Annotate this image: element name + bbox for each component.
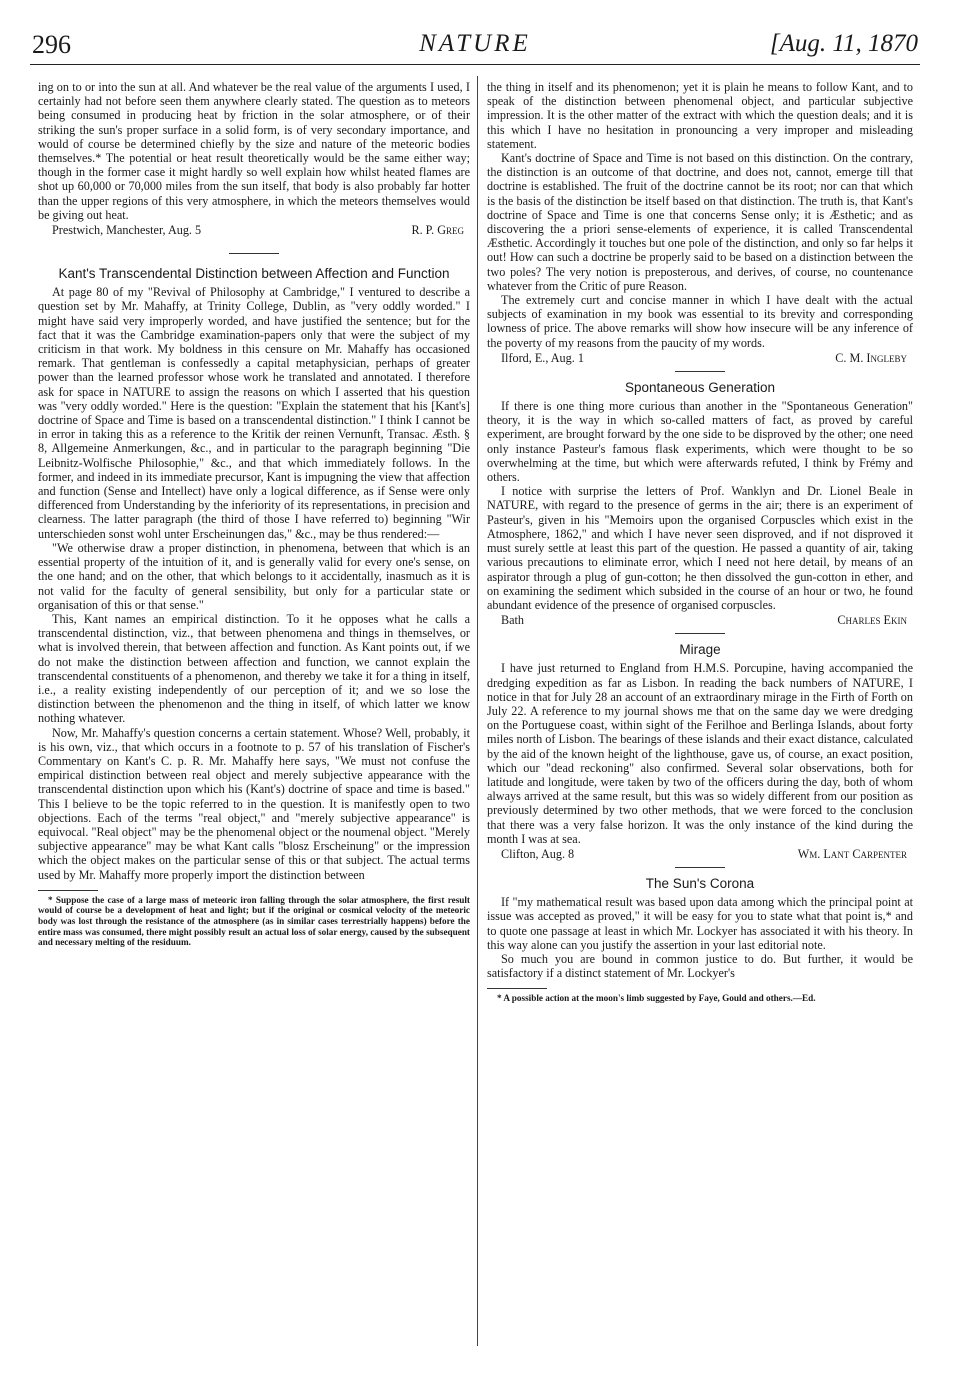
- kant-continued-paragraph-1: the thing in itself and its phenomenon; yet it is plain he means to follow Kant, and to speak of the distinction between phenomenal object, and particular subjective impression. It is the other matter of the extract with which the question deals; and it is this which I have no hesitation in pronouncing a very improper and misleading statement.: [487, 80, 913, 151]
- left-column: [38, 80, 470, 948]
- kant-paragraph-2: "We otherwise draw a proper distinction, in phenomena, between that which is an essential property of the intuition of it, and is generally valid for every one's sense, on the one hand; and on the other, that which belongs to it accidentally, inasmuch as it is not valid for the faculty of general sensibility, but only for a particular state or organisation of this or that sense.": [38, 540, 470, 612]
- spontaneous-paragraph-2: I notice with surprise the letters of Prof. Wanklyn and Dr. Lionel Beale in NATURE, with regard to the presence of germs in the air; there is an experiment of Pasteur's, given in his "Memoirs upon the organised Corpuscles which exist in the Atmosphere, 1862," and which I have never seen disproved, and if not disproved it must surely settle at least this part of the question. He passed a quantity of air, taking various precautions to eliminate error, which I need not here detail, by means of an aspirator through a plug of gun-cotton; he then dissolved the gun-cotton in ether, and on examining the sediment which subsided in the course of an hour or two, he found abundant evidence of the presence of organised corpuscles.: [487, 484, 913, 612]
- page-header: [30, 30, 920, 65]
- mirage-paragraph: I have just returned to England from H.M.S. Porcupine, having accompanied the dredging expedition as far as Lisbon. In reading the back numbers of NATURE, I notice in that for July 28 an account of an extraordinary mirage in the Firth of Forth on July 22. A reference to my journal shows me that on the same day we were dredging on the Portuguese coast, within sight of the Ferilhoe and Berlinga Islands, about forty miles north of Lisbon. The bearings of these islands and their exact distance, calculated by the aid of the known height of the lighthouse, gave us, of course, an exact position, which our "dead reckoning" also confirmed. Several solar observations, both for latitude and longitude, were taken by two of the officers during the day, both of whom always arrived at the same result, but this was so widely different from our position as previously determined by two other methods, that we were forced to the conclusion that there was a very false horizon. It was the only instance of the kind during the month I was at sea.: [487, 661, 913, 846]
- kant-heading: Kant's Transcendental Distinction between Affection and Function: [58, 266, 450, 282]
- greg-place: Prestwich, Manchester, Aug. 5: [52, 223, 202, 238]
- carpenter-signature-line: [487, 847, 913, 861]
- greg-signature-line: [38, 223, 470, 237]
- right-footnote: * A possible action at the moon's limb suggested by Faye, Gould and others.—Ed.: [497, 993, 816, 1004]
- carpenter-signature: Wm. Lant Carpenter: [797, 846, 907, 861]
- section-separator: [675, 371, 725, 372]
- kant-paragraph-3: This, Kant names an empirical distinction. To it he opposes what he calls a transcendental distinction, viz., that between phenomena and things in themselves, or what is involved therein, that between affection and function. As Kant points out, if we do not make the distinction between affection and function, we cannot explain the transcendental constituents of a phenomenon, and thereby we take it for a thing in itself, i.e., a reality existing independently of our perception of it; and we so lose the distinction between the phenomenon and the thing in itself, of which latter we know nothing whatever.: [38, 611, 470, 726]
- journal-title: NATURE: [419, 30, 531, 57]
- section-separator: [675, 633, 725, 634]
- section-separator: [675, 867, 725, 868]
- issue-date: [Aug. 11, 1870: [769, 30, 918, 57]
- kant-paragraph-1: At page 80 of my "Revival of Philosophy at Cambridge," I ventured to describe a question set by Mr. Mahaffy, at Trinity College, Dublin, as "very oddly worded." I might have said very improperly worded, and have justified the sentence; but for the fact that it was the Cambridge examination-papers only that were the subject of my criticism in that work. My boldness in this censure on Mr. Mahaffy has occasioned remark. That gentleman is confessedly a capital metaphysician, perhaps of greater power than the learned professor whose work he translated and annotated. I therefore ask for space in NATURE to assign the reasons on which I asserted that his question was "very oddly worded." Here is the question: "Explain the statement that his [Kant's] doctrine of Space and Time is based on a transcendental distinction." I think I cannot be in error in taking this as a reference to the Kritik der reinen Vernunft, Transac. Æsth. § 8, Allgemeine Anmerkungen, &c., and in particular to the paragraph beginning "Die Leibnitz-Wolfische Philosophie," &c., and that which immediately follows. In the former, and indeed in its immediate precursor, Kant is impugning the view that affection and function (Sense and Intellect) have only a logical difference, as if Sense were only differenced from Understanding by the inferiority of its representations, in precision and clearness. The latter paragraph (the third of those I have referred to) beginning "Wir unterschieden sonst wohl unter Erscheinungen das," &c., may be thus rendered:—: [38, 285, 470, 541]
- mirage-heading: Mirage: [679, 642, 721, 658]
- ekin-signature: Charles Ekin: [837, 613, 907, 628]
- corona-heading: The Sun's Corona: [645, 876, 755, 892]
- carpenter-place: Clifton, Aug. 8: [501, 846, 575, 861]
- ekin-signature-line: [487, 613, 913, 627]
- kant-continued-paragraph-2: Kant's doctrine of Space and Time is not based on this distinction. On the contrary, the distinction is an outcome of that doctrine, and does not, cannot, emerge till that doctrine is established. The fruit of the doctrine cannot be its root; nor can that which is the basis of the distinction be itself based on that distinction. The truth is, that Kant's doctrine of Space and Time is one that concerns Sense only; it is Æsthetic; and as discovering the a priori sense-elements of experience, it is called Transcendental Æsthetic. Accordingly it touches but one pole of the distinction, and only so far helps it out! How can such a doctrine be properly said to be based on a distinction between the two poles? The very notion is preposterous, and derives, of course, no countenance whatever from the Critic of pure Reason.: [487, 151, 913, 293]
- corona-paragraph-1: If "my mathematical result was based upon data among which the principal point at issue was accepted as proved," it will be easy for you to state what that point is,* and to quote one passage at least in which Mr. Lockyer has associated it with his theory. In this way alone can you justify the assertion in your last editorial note.: [487, 895, 913, 952]
- kant-continued-paragraph-3: The extremely curt and concise manner in which I have dealt with the actual subjects of examination in my book was essential to its brevity and corresponding lowness of price. The above remarks will show how insecure will be any inference of the poverty of my reasons from the paucity of my words.: [487, 293, 913, 350]
- greg-letter-paragraph: ing on to or into the sun at all. And whatever be the real value of the arguments I used, I certainly had not before seen them anywhere clearly stated. The question as to meteors being consumed in producing heat by friction in the solar atmosphere, or of their striking the sun's proper surface in a solid form, is of very secondary importance, and would of course be determined chiefly by the size and nature of the meteoric bodies themselves.* The potential or heat result theoretically would be the same either way; though in the former case it might hardly so well explain how whilst heated flames are shot up 60,000 or 70,000 miles from the sun itself, that body is also probably far hotter than the upper regions of this very atmosphere, in which the meteors themselves would be giving out heat.: [38, 80, 470, 222]
- ekin-place: Bath: [501, 613, 525, 628]
- ingleby-signature: C. M. Ingleby: [835, 350, 907, 365]
- column-divider: [477, 76, 478, 1346]
- ingleby-place: Ilford, E., Aug. 1: [501, 350, 584, 365]
- section-separator: [229, 253, 279, 254]
- footnote-rule: [487, 988, 547, 989]
- spontaneous-paragraph-1: If there is one thing more curious than another in the "Spontaneous Generation" theory, it is the way in which so-called matters of fact, as proved by careful experiment, are brought forward by the one side to be disproved by the other; one need only instance Pasteur's famous flask experiments, which were thought to be so overwhelming at the time, but which were afterwards refuted, I think by Frémy and others.: [487, 399, 913, 485]
- spontaneous-heading: Spontaneous Generation: [624, 380, 776, 396]
- ingleby-signature-line: [487, 351, 913, 365]
- footnote-rule: [38, 890, 98, 891]
- right-column: [487, 80, 913, 1004]
- kant-paragraph-4: Now, Mr. Mahaffy's question concerns a certain statement. Whose? Well, probably, it is his own, viz., that which occurs in a footnote to p. 57 of his translation of Fischer's Commentary on Kant's C. p. R. Mr. Mahaffy here says, "We must not confuse the empirical distinction between real object and merely subjective appearance with the transcendental distinction upon which his (Kant's) doctrine of space and time is based." This I believe to be the topic referred to in the question. It is manifestly open to two objections. Each of the terms "real object," and "merely subjective appearance" is equivocal. "Real object" may be the phenomenal object or the noumenal object. "Merely subjective appearance" may be what Kant calls "blosz Erscheinung" or the impression which the object makes on the particular sense of this or that subject. The actual terms used by Mr. Mahaffy more properly import the distinction between: [38, 725, 470, 882]
- left-footnote: * Suppose the case of a large mass of meteoric iron falling through the solar atmosphere, the first result would of course be a development of heat and light; but if the original or cosmical velocity of the meteoric body was lost through the resistance of the atmosphere (as in similar cases terrestrially happens) before the entire mass was consumed, there might possibly result an actual loss of solar energy, caused by the subsequent and necessary melting of the residuum.: [38, 894, 470, 948]
- page-number: 296: [32, 30, 71, 59]
- greg-signature: R. P. Greg: [411, 223, 464, 238]
- corona-paragraph-2: So much you are bound in common justice to do. But further, it would be satisfactory if a distinct statement of Mr. Lockyer's: [487, 951, 913, 981]
